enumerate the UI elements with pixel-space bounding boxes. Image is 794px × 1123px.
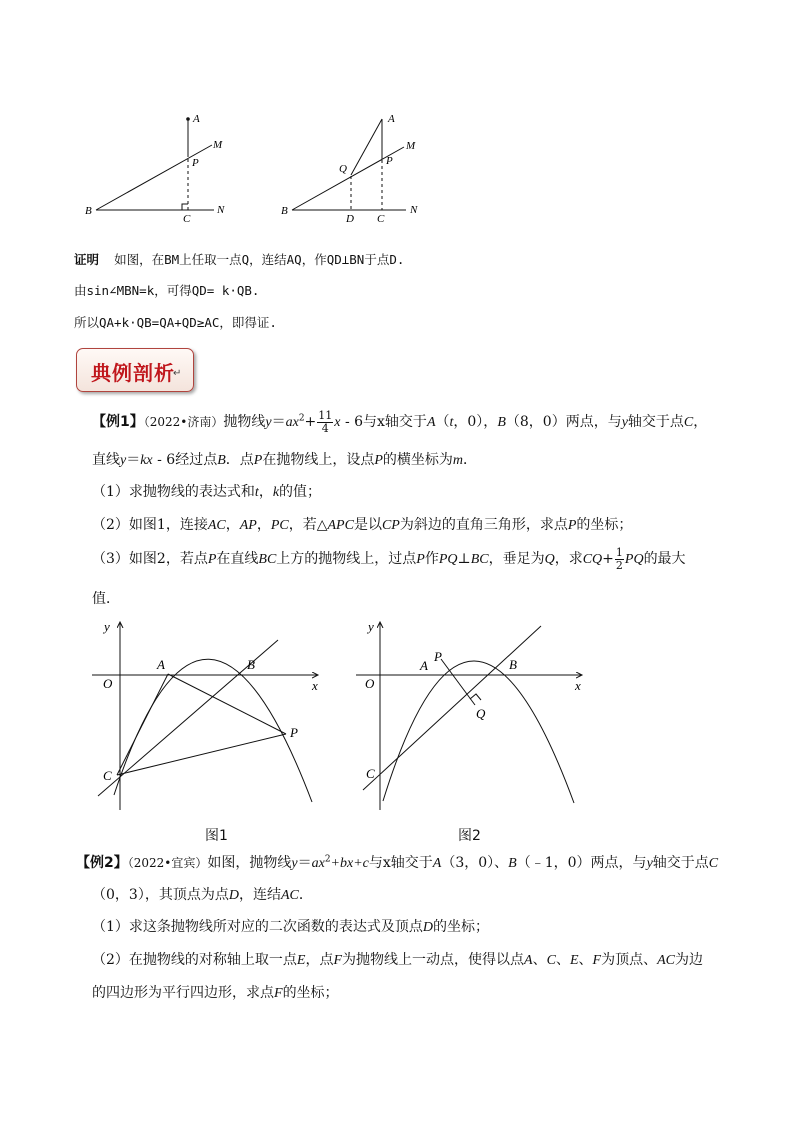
line-bm [96,145,212,210]
text: （ [435,414,450,430]
section-return-mark: ↵ [173,368,182,379]
section-header-box [76,348,194,392]
text: （8，0）两点，与 [505,414,622,430]
text: 的最大 [643,551,686,567]
var-PQ: PQ [624,552,644,567]
text: 如图，抛物线 [207,855,292,871]
var-AP: AP [239,518,257,533]
var-C: C [683,415,694,430]
example2-question-1 [92,917,489,938]
label-a: A [193,113,200,125]
var-E: E [569,953,579,968]
var-CP: CP [381,518,400,533]
text: ． [298,887,313,903]
label-b: B [247,657,255,672]
example1-question-3 [92,545,686,574]
text: ， [256,517,271,533]
var-Q: Q [544,552,555,567]
text: 为顶点、 [601,952,658,968]
example2-question-2 [92,950,703,971]
var-A: A [426,415,436,430]
label-x: x [575,678,581,693]
text: （2）如图1，连接 [92,517,208,533]
text: ， [225,517,240,533]
label-o: O [103,676,113,691]
text: （﹣1，0）两点，与 [516,855,647,871]
label-m: M [213,139,223,151]
label-p: P [192,157,199,169]
segment-ca [117,674,168,775]
var-D: D [422,920,434,935]
var-F: F [274,986,283,1001]
var-x: x [334,415,341,430]
text: 轴交于点 [627,414,684,430]
text: 抛物线 [223,414,266,430]
parabola [114,659,312,802]
label-p: P [290,725,298,740]
text: （2）在抛物线的对称轴上取一点 [92,952,297,968]
denominator: 4 [321,421,329,435]
parabola [383,661,574,803]
example2-tag: 【例2】 [76,855,128,871]
segment-aq [351,119,382,175]
label-a: A [420,658,428,673]
text: ＝ [271,414,286,430]
label-y: y [368,619,374,634]
proof-label: 证明 [74,252,100,267]
var-P: P [207,552,217,567]
var-B: B [508,856,517,871]
var-kx: kx [140,453,153,468]
label-b: B [281,205,288,217]
text: （3，0）、 [441,855,509,871]
text: + [304,414,317,430]
caption-figure-1: 图1 [205,828,228,844]
var-t: t [254,485,259,500]
var-AC: AC [207,518,226,533]
text: 直线 [92,452,120,468]
text: 的坐标； [433,919,490,935]
label-y: y [104,619,110,634]
label-x: x [312,678,318,693]
text: 作 [424,551,439,567]
numerator: 1 [615,545,623,559]
var-P: P [253,453,263,468]
label-p: P [386,155,393,167]
var-y: y [291,856,298,871]
var-ax: ax [285,415,299,430]
graph-1 [92,622,318,810]
text: 的坐标； [576,517,633,533]
var-E: E [296,953,306,968]
text: 轴交于点 [652,855,709,871]
example2-source: （2022•宜宾） [127,856,208,870]
segment-ap [168,674,286,734]
var-y: y [621,415,628,430]
var-ax: ax [311,856,325,871]
example2-question-2-end [92,983,339,1004]
var-P: P [567,518,577,533]
text: ， [258,484,273,500]
var-bxc: +bx+c [330,856,369,871]
example1-line-1 [92,408,707,437]
label-c: C [366,766,375,781]
var-AC: AC [657,953,675,968]
text: ．点 [225,452,254,468]
var-B: B [497,415,506,430]
text: 、 [532,952,547,968]
var-BC: BC [470,552,489,567]
label-q: Q [476,706,486,721]
proof-line-1 [74,250,404,270]
var-APC: APC [327,518,354,533]
var-CQ: CQ [582,552,603,567]
text: ． [463,452,478,468]
proof-line-3: 所以QA+k·QB=QA+QD≥AC，即得证. [74,315,277,330]
top-geometry-figures [0,0,794,240]
right-angle-mark [470,694,481,700]
text: （3）如图2，若点 [92,551,208,567]
exp-2: 2 [324,854,331,865]
label-c: C [183,213,191,225]
proof-text-1: 如图，在BM上任取一点Q，连结AQ，作QD⊥BN于点D. [114,252,405,267]
numerator: 11 [318,408,333,422]
label-n: N [217,204,225,216]
text: （0，3），其顶点为点 [92,887,229,903]
var-C: C [708,856,719,871]
text: （1）求抛物线的表达式和 [92,484,255,500]
example1-source: （2022•济南） [143,415,224,429]
var-AC: AC [280,888,299,903]
var-F: F [333,953,343,968]
var-P: P [374,453,383,468]
text: ，垂足为 [488,551,545,567]
var-C: C [546,953,556,968]
var-y: y [646,856,653,871]
text: ，求 [554,551,583,567]
example2-line-2 [92,885,313,906]
var-D: D [228,888,239,903]
text: ， [693,414,708,430]
label-q: Q [339,163,347,175]
label-o: O [365,676,375,691]
text: ，0）， [453,414,498,430]
point-a-dot [186,117,190,121]
var-t: t [449,415,454,430]
proof-line-2: 由sin∠MBN=k，可得QD= k·QB. [74,283,260,298]
text: ，连结 [238,887,281,903]
label-a: A [388,113,395,125]
label-d: D [346,213,354,225]
coordinate-graphs [0,610,794,845]
fraction-11-4 [317,410,333,435]
fraction-1-2 [615,547,624,572]
text: 为边 [674,952,703,968]
segment-pq [441,659,475,705]
var-y: y [120,453,127,468]
text: ＝ [126,452,141,468]
text: 为抛物线上一动点，使得以点 [342,952,525,968]
text: 的值； [279,484,322,500]
text: 的横坐标为 [382,452,453,468]
segment-cp [117,734,286,775]
label-b: B [85,205,92,217]
var-P: P [416,552,425,567]
var-BC: BC [258,552,277,567]
line-bc [363,626,541,790]
text: ＝ [297,855,312,871]
text: - 6经过点 [152,452,218,468]
var-F: F [592,953,602,968]
var-y: y [265,415,272,430]
label-c: C [377,213,385,225]
text: 为斜边的直角三角形，求点 [399,517,568,533]
exp-2: 2 [298,413,305,424]
example1-question-1 [92,482,321,503]
text: 上方的抛物线上，过点 [276,551,417,567]
section-title: 典例剖析 [91,361,175,385]
label-m: M [406,140,416,152]
var-PQ: PQ [438,552,458,567]
var-A: A [432,856,442,871]
text: - 6与x轴交于 [340,414,427,430]
text: 的四边形为平行四边形，求点 [92,985,274,1001]
text: 的坐标； [282,985,339,1001]
graph-2 [356,622,582,810]
text: 、 [578,952,593,968]
text: ，若△ [288,517,328,533]
text: 与x轴交于 [368,855,433,871]
label-a: A [157,657,165,672]
label-n: N [410,204,418,216]
var-m: m [452,453,464,468]
text: + [602,551,614,567]
label-p: P [434,649,442,664]
text: （1）求这条抛物线所对应的二次函数的表达式及顶点 [92,919,423,935]
var-PC: PC [270,518,289,533]
caption-figure-2: 图2 [458,828,481,844]
label-b: B [509,657,517,672]
text: ，点 [305,952,334,968]
example1-tag: 【例1】 [92,414,144,430]
example2-line-1 [76,853,718,874]
text: 是以 [353,517,382,533]
denominator: 2 [615,558,623,572]
var-k: k [272,485,280,500]
example1-line-2 [92,450,477,471]
text: 在抛物线上，设点 [262,452,375,468]
example1-question-2 [92,515,632,536]
label-c: C [103,768,112,783]
text: 在直线 [216,551,259,567]
text: ⊥ [457,551,471,567]
var-B: B [217,453,226,468]
example1-question-3-end: 值． [92,591,120,607]
text: 、 [555,952,570,968]
right-angle-mark [182,204,188,210]
var-A: A [524,953,533,968]
